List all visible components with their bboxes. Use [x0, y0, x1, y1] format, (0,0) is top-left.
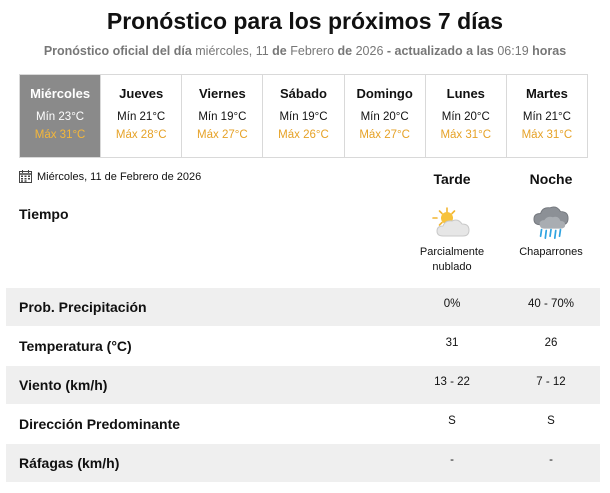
tarde-value: 13 - 22: [434, 376, 470, 388]
row-viento: [6, 366, 600, 404]
noche-weather-description: Chaparrones: [519, 246, 583, 258]
column-header-tarde: Tarde: [433, 171, 471, 187]
tiempo-label: Tiempo: [19, 206, 69, 222]
day-max-temp: Máx 27°C: [197, 129, 248, 141]
noche-value: S: [547, 415, 555, 427]
day-max-temp: Máx 28°C: [115, 129, 167, 141]
row-rafagas: [6, 444, 600, 482]
row-direccion-predominante: [6, 405, 600, 443]
row-label: Dirección Predominante: [19, 416, 181, 432]
day-name: Domingo: [356, 86, 413, 101]
day-max-temp: Máx 31°C: [440, 129, 492, 141]
day-name: Jueves: [119, 86, 164, 101]
detail-date-text: Miércoles, 11 de Febrero de 2026: [37, 170, 202, 183]
day-tab-miercoles[interactable]: [20, 75, 100, 157]
day-name: Miércoles: [30, 86, 91, 101]
day-max-temp: Máx 27°C: [359, 129, 410, 141]
day-tab-martes[interactable]: [506, 75, 587, 157]
day-min-temp: Mín 19°C: [198, 111, 247, 123]
tarde-value: S: [448, 415, 456, 427]
day-min-temp: Mín 20°C: [360, 111, 409, 123]
row-label: Ráfagas (km/h): [19, 455, 120, 471]
partly-cloudy-icon: [431, 206, 473, 242]
row-label: Prob. Precipitación: [19, 299, 147, 315]
noche-value: 7 - 12: [536, 376, 566, 388]
day-min-temp: Mín 20°C: [441, 111, 490, 123]
column-header-noche: Noche: [529, 171, 573, 187]
day-name: Viernes: [198, 86, 246, 101]
day-name: Martes: [525, 86, 568, 101]
page-subtitle: Pronóstico oficial del día miércoles, 11 de Febrero de 2026 - actualizado a las 06:19 horas: [43, 44, 567, 58]
showers-icon: [530, 204, 572, 240]
row-label: Viento (km/h): [19, 377, 108, 393]
row-temperatura: [6, 327, 600, 365]
tarde-value: 0%: [443, 298, 461, 310]
day-name: Lunes: [446, 86, 485, 101]
day-tab-viernes[interactable]: [181, 75, 262, 157]
day-max-temp: Máx 31°C: [521, 129, 573, 141]
detail-date: [19, 170, 201, 183]
day-tab-lunes[interactable]: [425, 75, 506, 157]
row-label: Temperatura (°C): [19, 338, 132, 354]
day-max-temp: Máx 26°C: [278, 129, 329, 141]
day-tabs: [19, 74, 588, 158]
day-name: Sábado: [280, 86, 327, 101]
day-max-temp: Máx 31°C: [34, 129, 86, 141]
noche-value: 26: [544, 337, 558, 349]
noche-value: 40 - 70%: [527, 298, 575, 310]
row-prob-precipitacion: [6, 288, 600, 326]
day-tab-jueves[interactable]: [100, 75, 181, 157]
noche-value: -: [549, 454, 553, 466]
day-min-temp: Mín 23°C: [36, 111, 85, 123]
tarde-value: -: [450, 454, 454, 466]
day-min-temp: Mín 19°C: [279, 111, 328, 123]
page-title: Pronóstico para los próximos 7 días: [106, 8, 504, 34]
calendar-icon: [19, 170, 32, 183]
day-min-temp: Mín 21°C: [117, 111, 166, 123]
day-tab-domingo[interactable]: [344, 75, 425, 157]
tarde-weather-description: Parcialmente nublado: [419, 246, 485, 273]
tarde-value: 31: [445, 337, 459, 349]
day-tab-sabado[interactable]: [262, 75, 343, 157]
day-min-temp: Mín 21°C: [522, 111, 571, 123]
